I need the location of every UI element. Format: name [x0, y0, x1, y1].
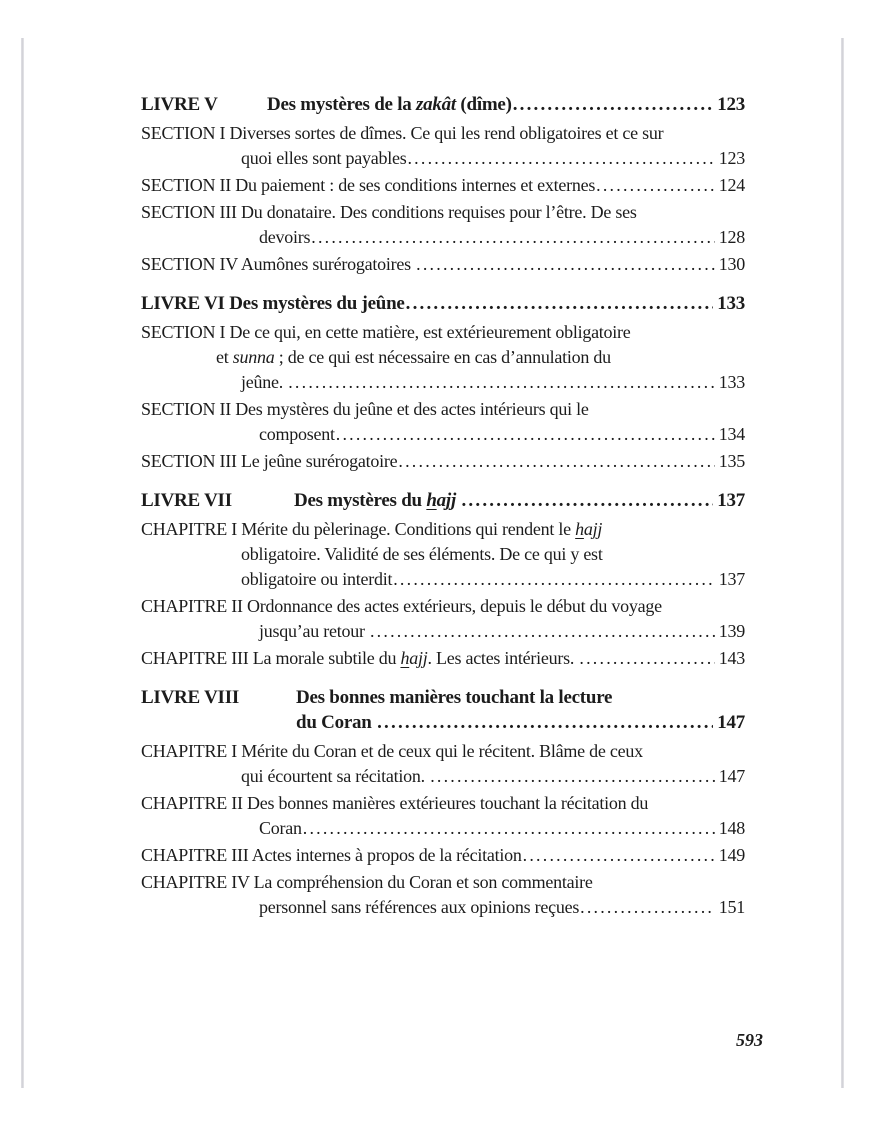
toc-page-number: 147	[717, 712, 745, 733]
toc-line	[141, 422, 745, 447]
dot-leader	[407, 146, 714, 171]
toc-page-number: 137	[718, 569, 745, 589]
dot-leader	[393, 567, 715, 592]
toc-entry-text: personnel sans références aux opinions reçues	[259, 897, 580, 917]
toc-entry-text: obligatoire. Validité de ses éléments. De ce qui y est	[241, 544, 603, 564]
toc-entry-section	[141, 173, 745, 198]
toc-line	[141, 791, 745, 816]
folio-page-number: 593	[736, 1030, 763, 1050]
toc-page-number: 149	[718, 845, 745, 865]
toc-page-number: 133	[718, 372, 745, 392]
toc-line	[141, 739, 745, 764]
toc-line	[141, 345, 745, 370]
toc-line	[141, 320, 745, 345]
toc-line	[141, 710, 745, 735]
toc-page-number: 148	[718, 818, 745, 838]
toc-entry-text: CHAPITRE III Actes internes à propos de la récitation	[141, 845, 522, 865]
dot-leader	[461, 488, 713, 513]
toc-entry-chapter	[141, 739, 745, 789]
toc-entry-book	[141, 488, 745, 513]
dot-leader	[406, 291, 714, 316]
toc-line	[141, 291, 745, 316]
toc-entry-text: SECTION II Du paiement : de ses conditions internes et externes	[141, 175, 596, 195]
toc-entry-text: LIVRE V Des mystères de la zakât (dîme)	[141, 94, 512, 115]
dot-leader	[398, 449, 714, 474]
toc-page-number: 143	[718, 648, 745, 668]
toc-entry-text: du Coran	[296, 712, 377, 733]
toc-entry-book	[141, 92, 745, 117]
toc-line	[141, 764, 745, 789]
dot-leader	[336, 422, 715, 447]
dot-leader	[416, 252, 715, 277]
toc-page-number: 137	[717, 490, 745, 511]
toc-entry-section	[141, 121, 745, 171]
toc-line	[141, 146, 745, 171]
dot-leader	[303, 816, 715, 841]
toc-line	[141, 646, 745, 671]
toc-entry-text: LIVRE VIII Des bonnes manières touchant la lecture	[141, 687, 613, 708]
toc-page-number: 123	[718, 148, 745, 168]
toc-line	[141, 870, 745, 895]
toc-line	[141, 517, 745, 542]
toc-line	[141, 567, 745, 592]
toc-line	[141, 200, 745, 225]
toc-page-number: 133	[717, 293, 745, 314]
toc-entry-text: obligatoire ou interdit	[241, 569, 393, 589]
toc-entry-section	[141, 200, 745, 250]
dot-leader	[377, 710, 713, 735]
toc-entry-text: LIVRE VI Des mystères du jeûne	[141, 293, 405, 314]
book-label: LIVRE VII	[141, 490, 232, 511]
toc-line	[141, 225, 745, 250]
toc-entry-text: jusqu’au retour	[259, 621, 369, 641]
dot-leader	[579, 646, 714, 671]
toc-entry-text: CHAPITRE II Des bonnes manières extérieures touchant la récitation du	[141, 793, 649, 813]
toc-entry-chapter	[141, 791, 745, 841]
toc-entry-text: SECTION I Diverses sortes de dîmes. Ce qui les rend obligatoires et ce sur	[141, 123, 664, 143]
dot-leader	[596, 173, 715, 198]
toc-line	[141, 488, 745, 513]
toc-entry-section	[141, 449, 745, 474]
toc-entry-text: quoi elles sont payables	[241, 148, 407, 168]
toc-entry-text: composent	[259, 424, 335, 444]
toc-page-number: 134	[718, 424, 745, 444]
toc-entry-chapter	[141, 646, 745, 671]
toc-entry-text: devoirs	[259, 227, 311, 247]
toc-entry-text: qui écourtent sa récitation.	[241, 766, 430, 786]
toc-line	[141, 370, 745, 395]
dot-leader	[311, 225, 715, 250]
toc-line	[141, 843, 745, 868]
toc-line	[141, 816, 745, 841]
dot-leader	[288, 370, 715, 395]
toc-entry-book	[141, 291, 745, 316]
dot-leader	[430, 764, 715, 789]
toc-line	[141, 619, 745, 644]
dot-leader	[370, 619, 715, 644]
book-label: LIVRE V	[141, 94, 218, 115]
toc-entry-text: CHAPITRE I Mérite du Coran et de ceux qui le récitent. Blâme de ceux	[141, 741, 643, 761]
toc-line	[141, 594, 745, 619]
toc-entry-text: LIVRE VII Des mystères du hajj	[141, 490, 456, 511]
toc-entry-section	[141, 397, 745, 447]
toc-entry-chapter	[141, 517, 745, 592]
dot-leader	[513, 92, 714, 117]
toc-line	[141, 173, 745, 198]
toc-page-number: 123	[717, 94, 745, 115]
toc-page-number: 147	[718, 766, 745, 786]
toc-entry-text: CHAPITRE III La morale subtile du hajj. Les actes intérieurs.	[141, 648, 579, 668]
toc-line	[141, 92, 745, 117]
toc-entry-text: SECTION IV Aumônes surérogatoires	[141, 254, 416, 274]
toc-page-number: 151	[718, 897, 745, 917]
toc-entry-text: jeûne.	[241, 372, 288, 392]
toc-entry-text: CHAPITRE IV La compréhension du Coran et son commentaire	[141, 872, 593, 892]
toc-entry-chapter	[141, 594, 745, 644]
toc-entry-section	[141, 252, 745, 277]
toc-line	[141, 895, 745, 920]
toc-line	[141, 542, 745, 567]
toc-line	[141, 685, 745, 710]
toc-entry-section	[141, 320, 745, 395]
toc-entry-text: SECTION I De ce qui, en cette matière, est extérieurement obligatoire	[141, 322, 631, 342]
page-edge-right	[841, 38, 844, 1088]
book-label: LIVRE VIII	[141, 687, 239, 708]
toc-line	[141, 397, 745, 422]
toc-line	[141, 121, 745, 146]
toc-list	[141, 92, 745, 920]
toc-page-number: 124	[718, 175, 745, 195]
dot-leader	[580, 895, 715, 920]
toc-entry-chapter	[141, 843, 745, 868]
page-edge-left	[21, 38, 24, 1088]
toc-line	[141, 449, 745, 474]
toc-page-number: 135	[718, 451, 745, 471]
toc-entry-text: SECTION III Le jeûne surérogatoire	[141, 451, 398, 471]
toc-entry-text: Coran	[259, 818, 302, 838]
toc-entry-text: CHAPITRE I Mérite du pèlerinage. Conditions qui rendent le hajj	[141, 519, 603, 539]
toc-line	[141, 252, 745, 277]
toc-page-number: 130	[718, 254, 745, 274]
dot-leader	[523, 843, 715, 868]
toc-entry-text: SECTION II Des mystères du jeûne et des actes intérieurs qui le	[141, 399, 589, 419]
toc-entry-text: SECTION III Du donataire. Des conditions requises pour l’être. De ses	[141, 202, 637, 222]
toc-entry-text: et sunna ; de ce qui est nécessaire en cas d’annulation du	[216, 347, 611, 367]
toc-entry-book	[141, 685, 745, 735]
toc-page-number: 139	[718, 621, 745, 641]
toc-page-number: 128	[718, 227, 745, 247]
toc-entry-chapter	[141, 870, 745, 920]
toc-entry-text: CHAPITRE II Ordonnance des actes extérieurs, depuis le début du voyage	[141, 596, 662, 616]
